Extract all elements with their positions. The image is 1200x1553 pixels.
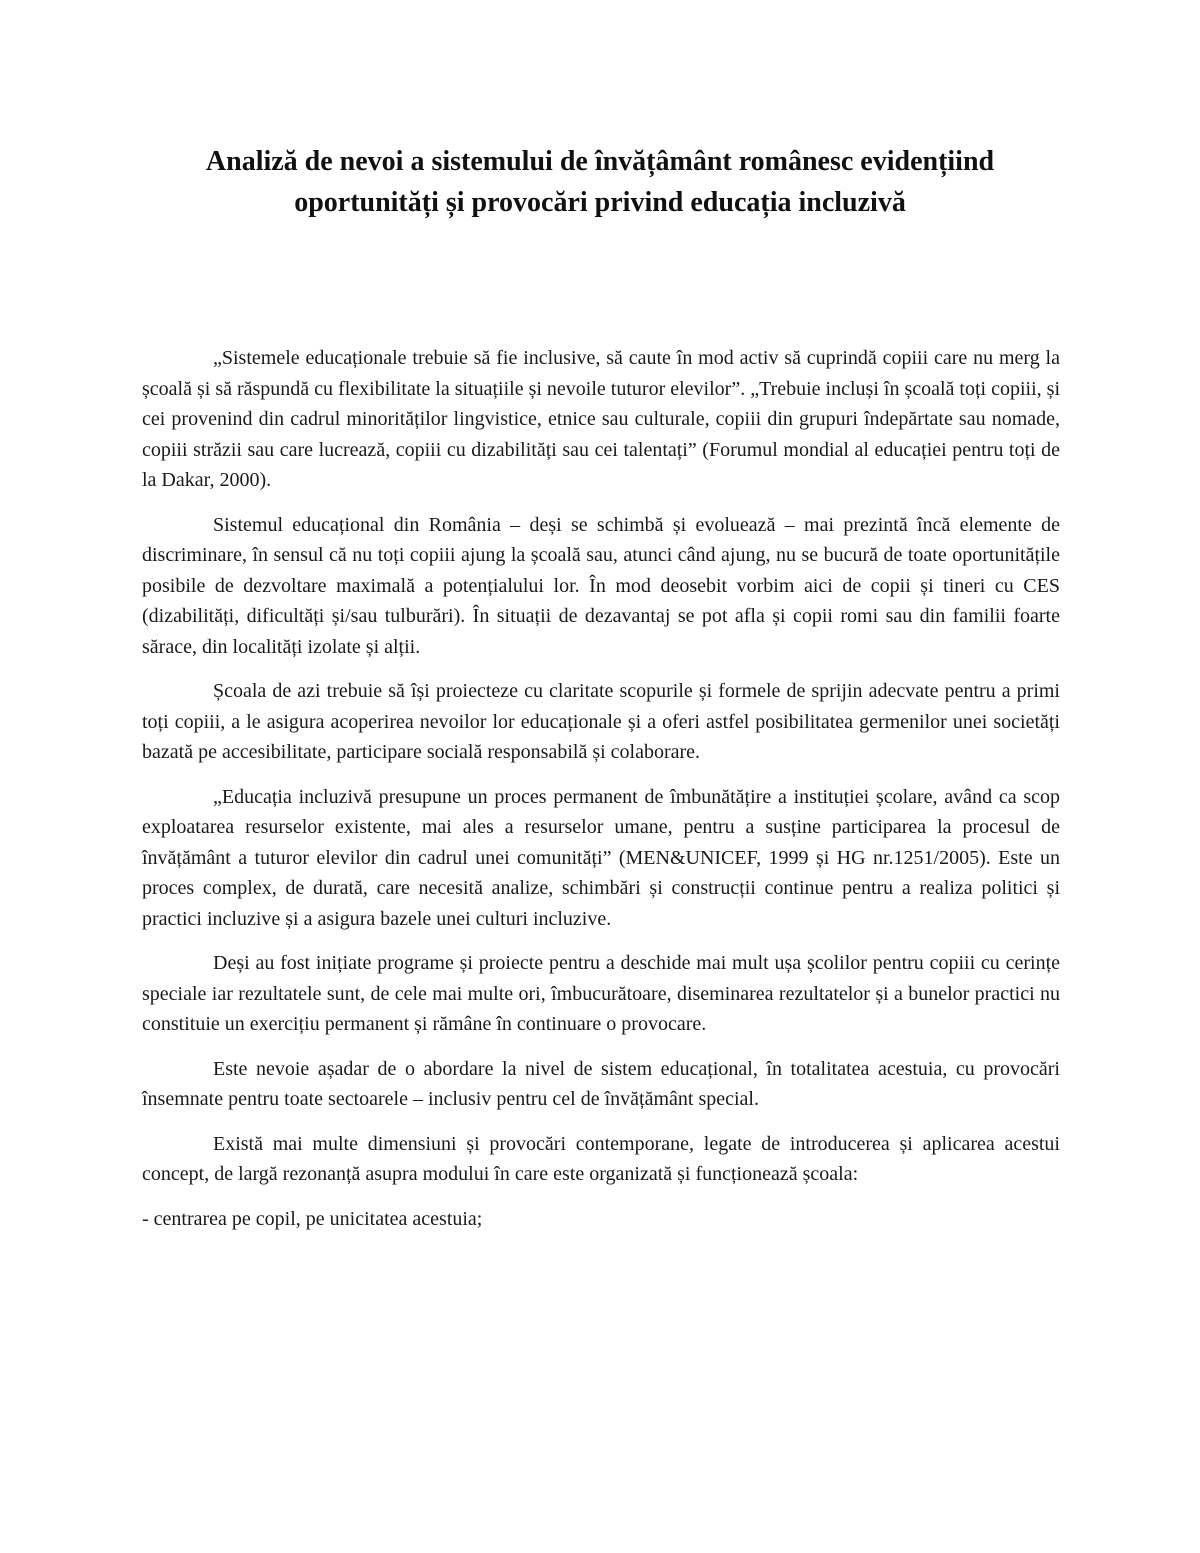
paragraph-romania-system: Sistemul educațional din România – deși se schimbă și evoluează – mai prezintă încă elemente de discriminare, în sensul că nu toți copiii ajung la școală sau, atunci când ajung, nu se bucură de toate oportunitățile posibile de dezvoltare maximală a potențialului lor. În mod deosebit vorbim aici de copii și tineri cu CES (dizabilități, dificultăți și/sau tulburări). În situații de dezavantaj se pot afla și copii romi sau din familii foarte sărace, din localități izolate și alții. (142, 513, 1060, 658)
paragraph-programs: Deși au fost inițiate programe și proiecte pentru a deschide mai mult ușa școlilor pentru copiii cu cerințe speciale iar rezultatele sunt, de cele mai multe ori, îmbucurătoare, diseminarea rezultatelor și a bunelor practici nu constituie un exercițiu permanent și rămâne în continuare o provocare. (142, 952, 1060, 1035)
document-title: Analiză de nevoi a sistemului de învățâmânt românesc evidențiind oportunități și provocări privind educația incluzivă (205, 146, 995, 218)
paragraph-system-approach: Este nevoie așadar de o abordare la nivel de sistem educațional, în totalitatea acestuia, cu provocări însemnate pentru toate sectoarele – inclusiv pentru cel de învățământ special. (142, 1057, 1060, 1110)
paragraph-school-today: Școala de azi trebuie să își proiecteze cu claritate scopurile și formele de sprijin adecvate pentru a primi toți copiii, a le asigura acoperirea nevoilor lor educaționale și a oferi astfel posibilitatea germenilor unei societăți bazată pe accesibilitate, participare socială responsabilă și colaborare. (142, 680, 1060, 763)
document-body (142, 343, 1060, 1248)
paragraph-inclusive-definition: „Educația incluzivă presupune un proces permanent de îmbunătățire a instituției școlare, având ca scop exploatarea resurselor existente, mai ales a resurselor umane, pentru a susține participarea la procesul de învățământ a tuturor elevilor din cadrul unei comunități” (MEN&UNICEF, 1999 și HG nr.1251/2005). Este un proces complex, de durată, care necesită analize, schimbări și construcții continue pentru a realiza politici și practici incluzive și a asigura bazele unei culturi incluzive. (142, 785, 1060, 930)
paragraph-dimensions: Există mai multe dimensiuni și provocări contemporane, legate de introducerea și aplicarea acestui concept, de largă rezonanță asupra modului în care este organizată și funcționează școala: (142, 1132, 1060, 1185)
paragraph-dakar-quote: „Sistemele educaționale trebuie să fie inclusive, să caute în mod activ să cuprindă copiii care nu merg la școală și să răspundă cu flexibilitate la situațiile și nevoile tuturor elevilor”. „Trebuie incluși în școală toți copiii, și cei provenind din cadrul minorităților lingvistice, etnice sau culturale, copiii din grupuri îndepărtate sau nomade, copiii străzii sau care lucrează, copiii cu dizabilități sau cei talentați” (Forumul mondial al educației pentru toți de la Dakar, 2000). (142, 347, 1060, 491)
list-item: - centrarea pe copil, pe unicitatea acestuia; (142, 1207, 483, 1230)
